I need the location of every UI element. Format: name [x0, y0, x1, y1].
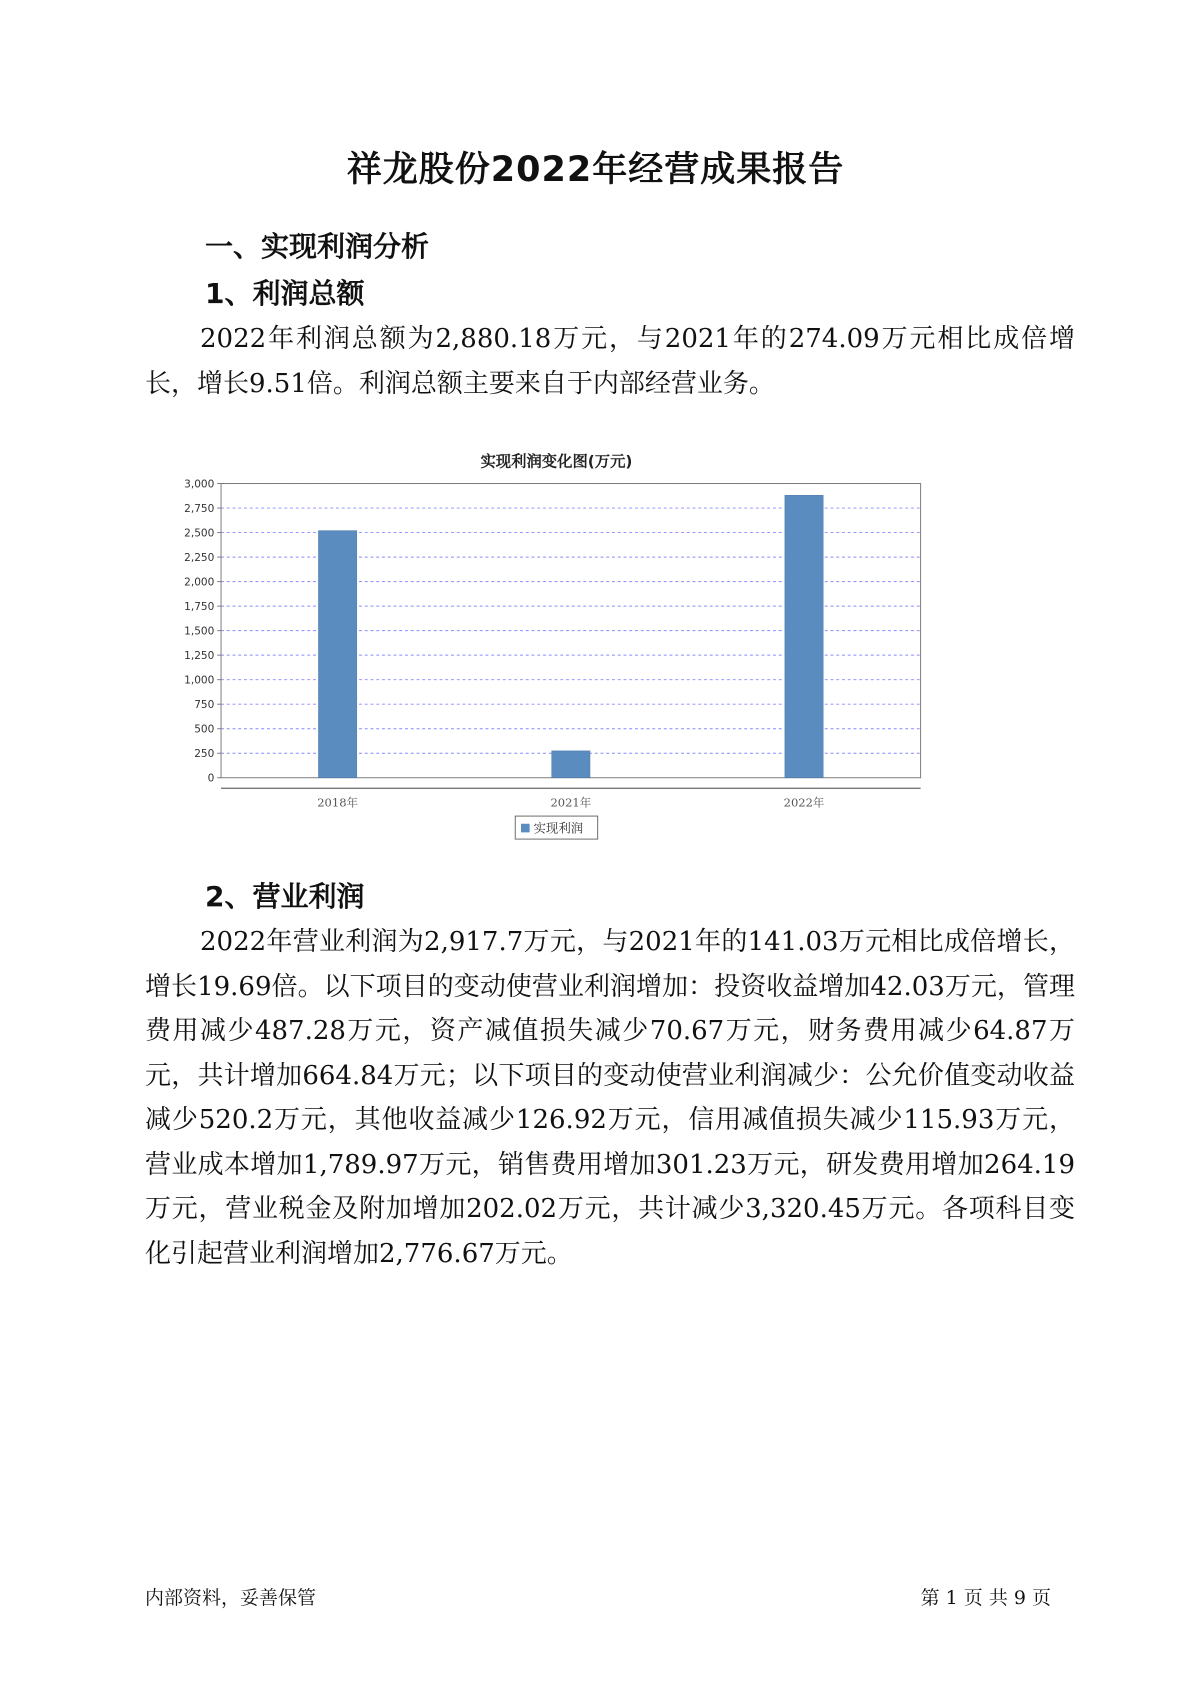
- chart-title: 实现利润变化图(万元): [480, 452, 633, 471]
- y-tick-label: 2,750: [184, 502, 215, 515]
- y-tick-label: 2,250: [184, 551, 215, 564]
- footer-confidential-note: 内部资料，妥善保管: [145, 1587, 317, 1609]
- profit-chart-svg: [150, 450, 1030, 910]
- y-tick-label: 250: [194, 748, 215, 761]
- bar: [552, 751, 590, 778]
- y-tick-label: 2,000: [184, 576, 215, 589]
- y-tick-label: 1,000: [184, 674, 215, 687]
- x-tick-label: 2022年: [783, 795, 825, 810]
- paragraph-total-profit: 2022年利润总额为2,880.18万元，与2021年的274.09万元相比成倍增长，增长9.51倍。利润总额主要来自于内部经营业务。: [145, 324, 1075, 399]
- y-tick-label: 500: [194, 723, 215, 736]
- y-tick-label: 0: [207, 772, 215, 785]
- footer-page-number: 第 1 页 共 9 页: [920, 1587, 1051, 1609]
- paragraph-operating-profit: 2022年营业利润为2,917.7万元，与2021年的141.03万元相比成倍增长，增长19.69倍。以下项目的变动使营业利润增加：投资收益增加42.03万元，管理费用减少487.28万元，资产减值损失减少70.67万元，财务费用减少64.87万元，共计增加664.84万元；以下项目的变动使营业利润减少：公允价值变动收益减少520.2万元，其他收益减少126.92万元，信用减值损失减少115.93万元，营业成本增加1,789.97万元，销售费用增加301.23万元，研发费用增加264.19万元，营业税金及附加增加202.02万元，共计减少3,320.45万元。各项科目变化引起营业利润增加2,776.67万元。: [145, 927, 1075, 1269]
- bar: [318, 531, 356, 778]
- y-tick-label: 2,500: [184, 527, 215, 540]
- y-tick-label: 3,000: [184, 478, 215, 491]
- y-tick-label: 1,500: [184, 625, 215, 638]
- y-tick-label: 750: [194, 699, 215, 712]
- subsection-heading-total-profit: 1、利润总额: [205, 277, 365, 310]
- bar: [785, 495, 823, 777]
- x-tick-label: 2018年: [317, 795, 359, 810]
- profit-chart: [150, 450, 1030, 910]
- subsection-heading-operating-profit: 2、营业利润: [205, 880, 365, 913]
- section-heading: 一、实现利润分析: [205, 230, 430, 263]
- document-title: 祥龙股份2022年经营成果报告: [346, 150, 845, 190]
- y-tick-label: 1,250: [184, 649, 215, 662]
- legend-label: 实现利润: [533, 820, 584, 836]
- legend-swatch: [521, 824, 530, 833]
- x-tick-label: 2021年: [550, 795, 592, 810]
- y-tick-label: 1,750: [184, 600, 215, 613]
